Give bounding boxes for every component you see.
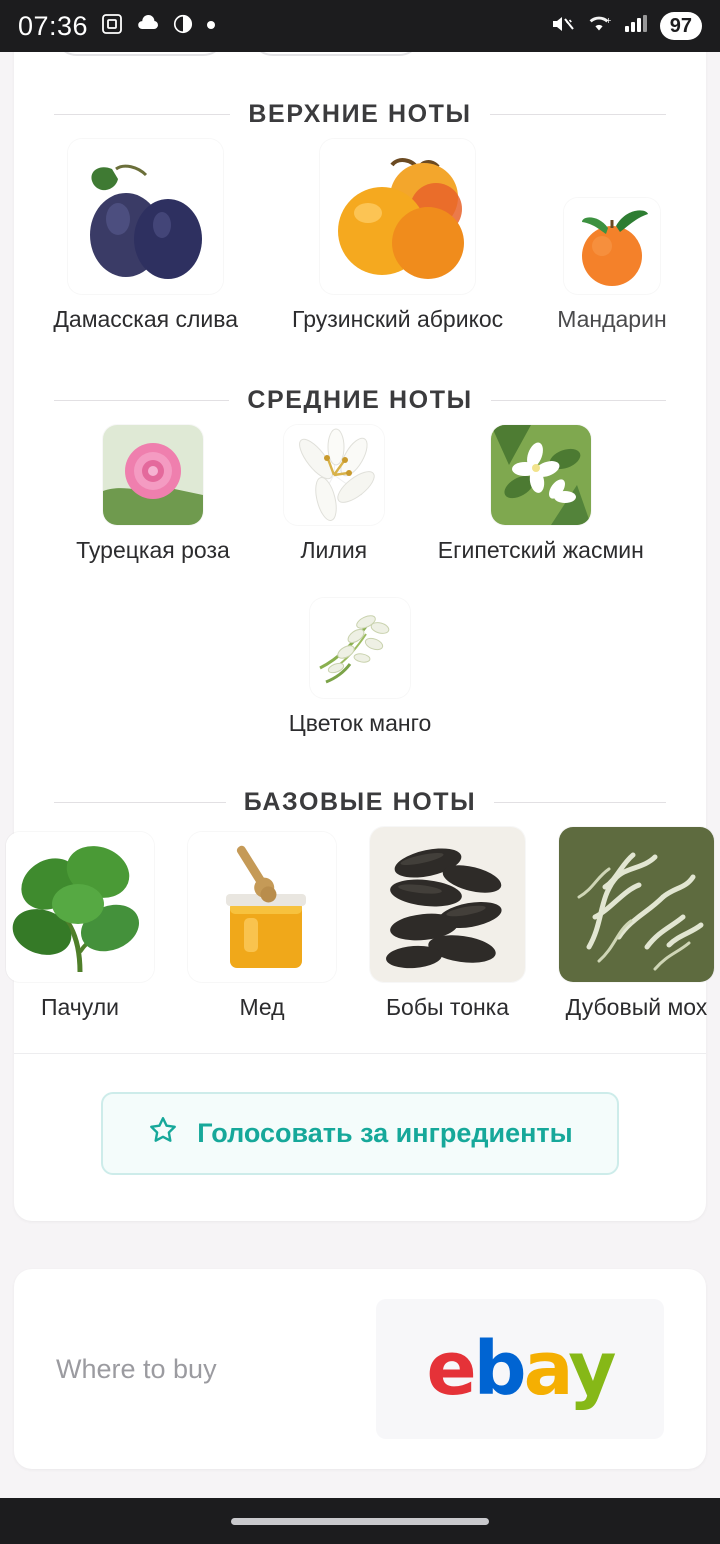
note-item[interactable] <box>282 139 513 334</box>
section-header-top-notes <box>54 100 666 129</box>
status-time: 07:36 <box>18 10 89 41</box>
note-item[interactable] <box>43 139 248 334</box>
ebay-letter-b: b <box>473 1326 524 1413</box>
section-header-base-notes <box>54 788 666 817</box>
note-label: Египетский жасмин <box>437 536 644 563</box>
mango-flower-image <box>310 598 410 698</box>
battery-level: 97 <box>660 12 702 40</box>
divider-line-left <box>54 114 230 115</box>
note-item[interactable] <box>360 827 535 1022</box>
ebay-logo-tile[interactable] <box>376 1299 664 1439</box>
note-label: Дамасская слива <box>53 306 239 332</box>
section-title: ВЕРХНИЕ НОТЫ <box>248 100 472 128</box>
svg-text:+: + <box>604 15 612 25</box>
note-label: Пачули <box>40 993 120 1020</box>
notes-row-middle-1 <box>14 425 706 565</box>
star-icon <box>147 1114 179 1153</box>
note-label: Мандарин <box>557 306 667 332</box>
tonka-beans-image <box>370 827 525 982</box>
section-title: СРЕДНИЕ НОТЫ <box>247 385 473 414</box>
notes-row-middle-2 <box>14 598 706 738</box>
vote-button-wrap <box>14 1054 706 1221</box>
divider-line-right <box>491 400 666 401</box>
plum-image <box>68 139 223 294</box>
ebay-letter-a: a <box>523 1326 569 1413</box>
section-title: БАЗОВЫЕ НОТЫ <box>243 787 477 816</box>
jasmine-image <box>491 425 591 525</box>
notes-row-top <box>14 139 706 334</box>
note-item[interactable] <box>547 198 676 334</box>
home-gesture-pill[interactable] <box>231 1518 489 1525</box>
note-item[interactable] <box>178 832 346 1022</box>
note-item[interactable] <box>279 598 442 738</box>
wifi-icon <box>586 12 612 41</box>
screenshot-icon <box>100 12 124 41</box>
apricot-image <box>320 139 475 294</box>
note-label: Лилия <box>300 536 368 563</box>
oakmoss-image <box>559 827 714 982</box>
mandarin-image <box>564 198 660 294</box>
ebay-logo <box>426 1326 613 1412</box>
note-label: Дубовый мох <box>565 993 708 1020</box>
divider-line-right <box>494 802 666 803</box>
status-bar <box>0 0 720 52</box>
dot-icon <box>206 17 216 35</box>
lily-image <box>284 425 384 525</box>
note-label: Бобы тонка <box>385 993 510 1020</box>
note-label: Мед <box>239 993 285 1020</box>
section-header-middle-notes <box>54 386 666 415</box>
note-item[interactable] <box>0 832 164 1022</box>
note-item[interactable] <box>428 425 654 565</box>
status-bar-right <box>549 12 702 41</box>
note-label: Турецкая роза <box>76 536 230 563</box>
ebay-letter-e: e <box>426 1326 474 1413</box>
note-label: Цветок манго <box>288 710 432 737</box>
filter-pills-row <box>14 52 706 56</box>
divider-line-left <box>54 802 226 803</box>
note-label: Грузинский абрикос <box>292 306 504 332</box>
where-to-buy-card[interactable] <box>14 1269 706 1469</box>
vote-button-label: Голосовать за ингредиенты <box>197 1118 573 1149</box>
vote-ingredients-button[interactable] <box>101 1092 618 1175</box>
status-bar-left <box>18 11 216 42</box>
filter-pill-1[interactable] <box>54 52 226 56</box>
ebay-letter-y: y <box>568 1326 614 1413</box>
patchouli-image <box>6 832 154 982</box>
contrast-icon <box>172 13 194 40</box>
note-item[interactable] <box>549 827 720 1022</box>
notes-row-base <box>14 827 706 1022</box>
where-to-buy-label: Where to buy <box>56 1353 217 1384</box>
divider-line-left <box>54 400 229 401</box>
divider-line-right <box>490 114 666 115</box>
page-content <box>0 52 720 1544</box>
rose-image <box>103 425 203 525</box>
note-item[interactable] <box>274 425 394 565</box>
honey-image <box>188 832 336 982</box>
filter-pill-2[interactable] <box>250 52 422 56</box>
cloud-upload-icon <box>136 12 160 41</box>
mute-icon <box>549 12 575 41</box>
fragrance-pyramid-card <box>14 52 706 1221</box>
system-navigation-bar <box>0 1498 720 1544</box>
signal-icon <box>623 12 649 41</box>
note-item[interactable] <box>66 425 240 565</box>
